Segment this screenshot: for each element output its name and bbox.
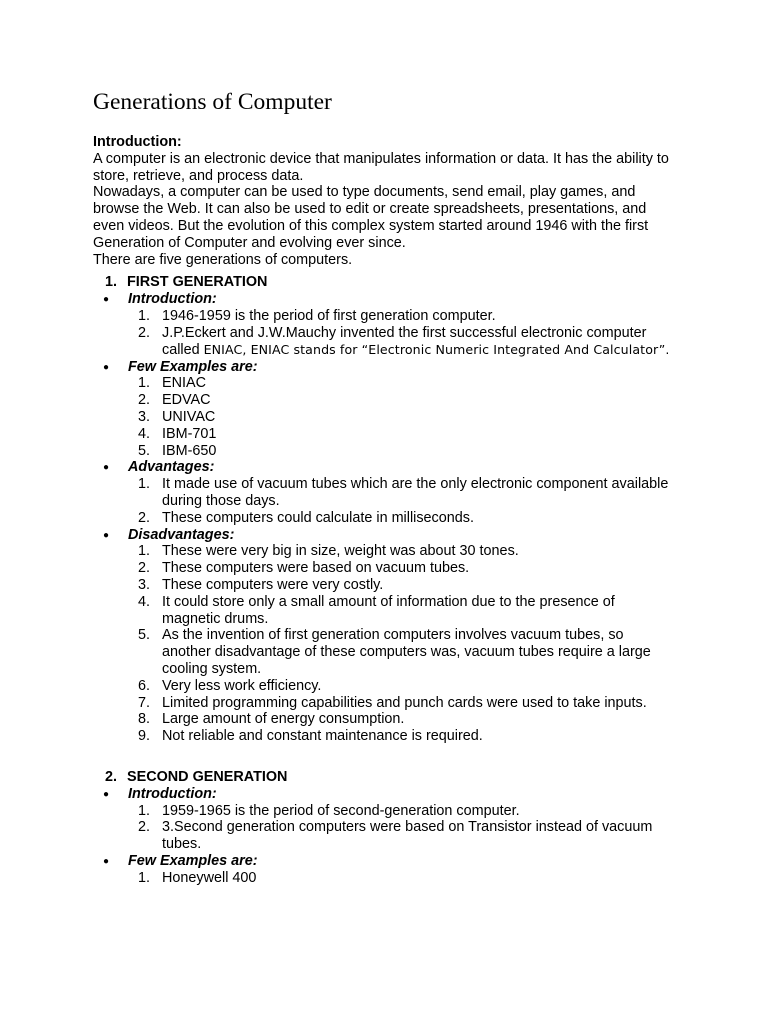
list-item: 1. These were very big in size, weight was about 30 tones. [138, 543, 519, 560]
document-title: Generations of Computer [93, 89, 332, 115]
intro-paragraph: A computer is an electronic device that manipulates information or data. It has the ability to store, retrieve, and process data. [93, 150, 669, 184]
section-first-generation [93, 274, 673, 745]
list-item: 7. Limited programming capabilities and punch cards were used to take inputs. [138, 694, 647, 711]
list-item: 8. Large amount of energy consumption. [138, 711, 405, 728]
list-item: 2. J.P.Eckert and J.W.Mauchy invented the first successful electronic computer called ENIAC, ENIAC stands for “Electronic Numeric Integrated And Calculator”. [138, 324, 670, 358]
list-item: 5. As the invention of first generation computers involves vacuum tubes, so another disadvantage of these computers was, vacuum tubes require a large cooling system. [138, 627, 651, 677]
section-title [93, 769, 673, 786]
list-item: 4. It could store only a small amount of information due to the presence of magnetic drums. [138, 593, 615, 627]
bullet-heading: ● Introduction: [103, 291, 217, 308]
list-item: 2. 3.Second generation computers were based on Transistor instead of vacuum tubes. [138, 819, 653, 853]
list-item: 1. It made use of vacuum tubes which are the only electronic component available during those days. [138, 476, 669, 509]
numbered-list [93, 476, 673, 526]
list-item: 9. Not reliable and constant maintenance is required. [138, 728, 483, 745]
numbered-list [93, 870, 673, 887]
bullet-heading: ● Introduction: [103, 785, 217, 802]
list-item: 2. EDVAC [138, 392, 211, 409]
list-item: 3. These computers were very costly. [138, 576, 384, 593]
list-item: 1. 1959-1965 is the period of second-generation computer. [138, 802, 520, 819]
section-number: 2. [105, 768, 118, 785]
bullet-icon: ● [103, 856, 110, 868]
bullet-icon: ● [103, 462, 110, 474]
numbered-list [93, 375, 673, 459]
section-title-text: SECOND GENERATION [127, 768, 288, 785]
bullet-icon: ● [103, 788, 110, 800]
list-item: 3. UNIVAC [138, 408, 216, 425]
list-item: 2. These computers were based on vacuum tubes. [138, 560, 470, 577]
list-item: 5. IBM-650 [138, 442, 217, 459]
numbered-list [93, 803, 673, 853]
section-title [93, 274, 673, 291]
intro-paragraph: There are five generations of computers. [93, 251, 353, 268]
bullet-heading: ● Few Examples are: [103, 853, 258, 870]
list-item: 6. Very less work efficiency. [138, 677, 322, 694]
list-item: 1. 1946-1959 is the period of first generation computer. [138, 308, 496, 325]
intro-heading: Introduction: [93, 134, 182, 150]
section-title-text: FIRST GENERATION [127, 274, 268, 291]
intro-paragraph: Nowadays, a computer can be used to type documents, send email, play games, and browse the Web. It can also be used to edit or create spreadsheets, presentations, and even videos. But the evolution of this complex system started around 1946 with the first Generation of Computer and evolving ever since. [93, 184, 649, 251]
bullet-icon: ● [103, 529, 110, 541]
list-item: 1. ENIAC [138, 375, 206, 392]
numbered-list [93, 308, 673, 358]
numbered-list [93, 543, 673, 745]
list-item: 4. IBM-701 [138, 425, 217, 442]
list-item: 1. Honeywell 400 [138, 869, 257, 886]
section-second-generation [93, 769, 673, 887]
list-item: 2. These computers could calculate in milliseconds. [138, 509, 474, 526]
document-body [93, 134, 673, 887]
section-spacer [93, 745, 673, 763]
bullet-heading: ● Few Examples are: [103, 358, 258, 375]
section-number: 1. [105, 274, 118, 291]
bullet-icon: ● [103, 361, 110, 373]
bullet-icon: ● [103, 294, 110, 306]
bullet-heading: ● Disadvantages: [103, 526, 235, 543]
bullet-heading: ● Advantages: [103, 459, 215, 476]
